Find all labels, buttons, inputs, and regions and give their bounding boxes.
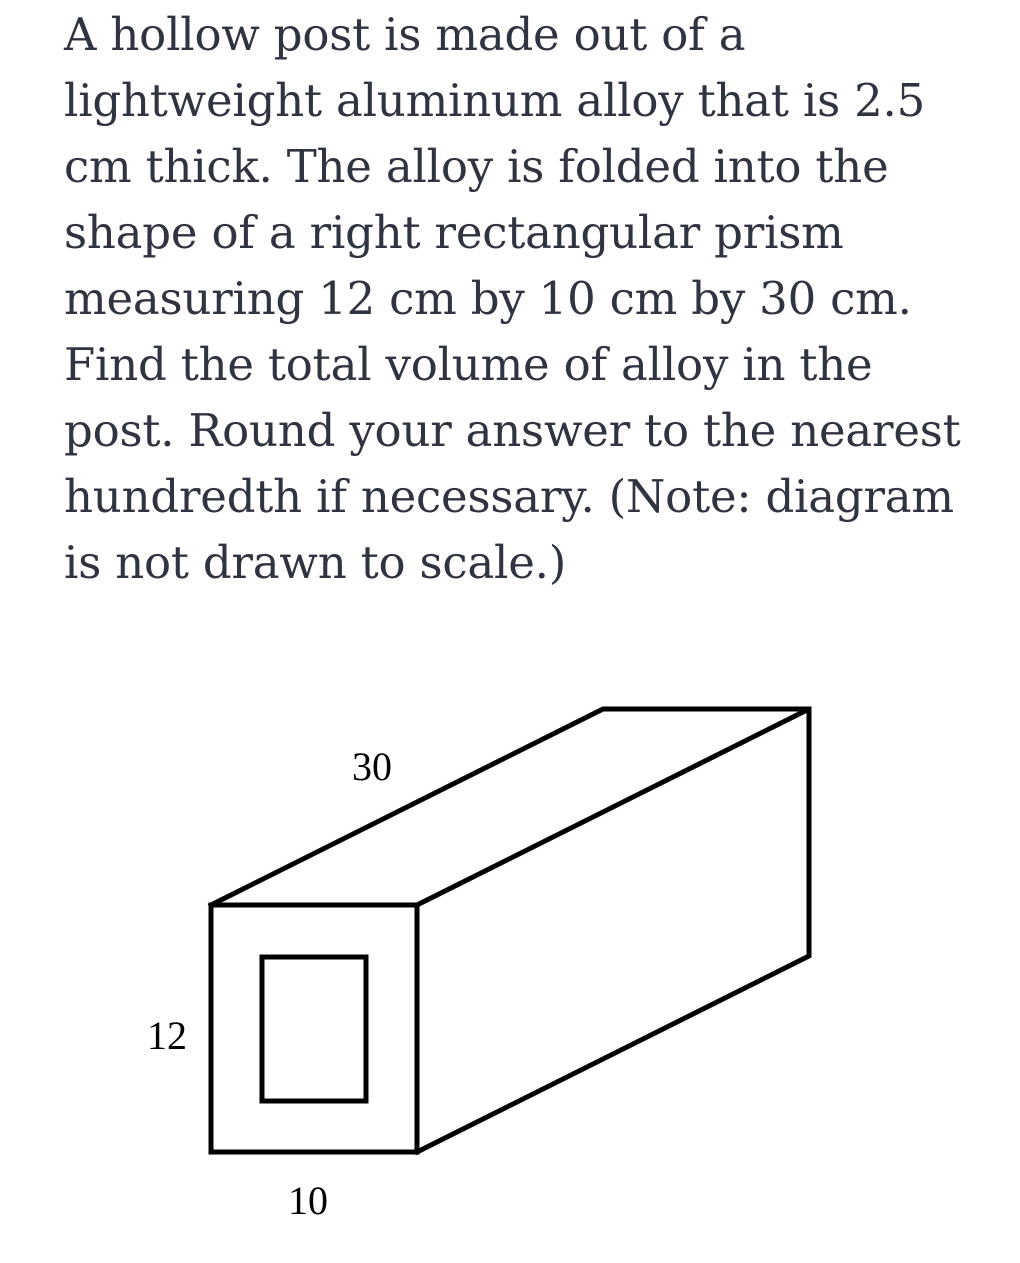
side-face [417, 709, 809, 1152]
front-face [211, 905, 417, 1152]
prism-diagram [0, 560, 1020, 1260]
width-label: 10 [288, 1178, 328, 1223]
hollow-opening [262, 957, 366, 1101]
height-label: 12 [147, 1013, 187, 1058]
top-face [211, 709, 809, 905]
length-label: 30 [352, 744, 392, 789]
problem-text: A hollow post is made out of a lightweight aluminum alloy that is 2.5 cm thick. The alloy is folded into the shape of a right rectangular prism measuring 12 cm by 10 cm by 30 cm. Find the total volume of alloy in the post. Round your answer to the nearest hundredth if necessary. (Note: diagram is not drawn to scale.) [64, 8, 961, 589]
